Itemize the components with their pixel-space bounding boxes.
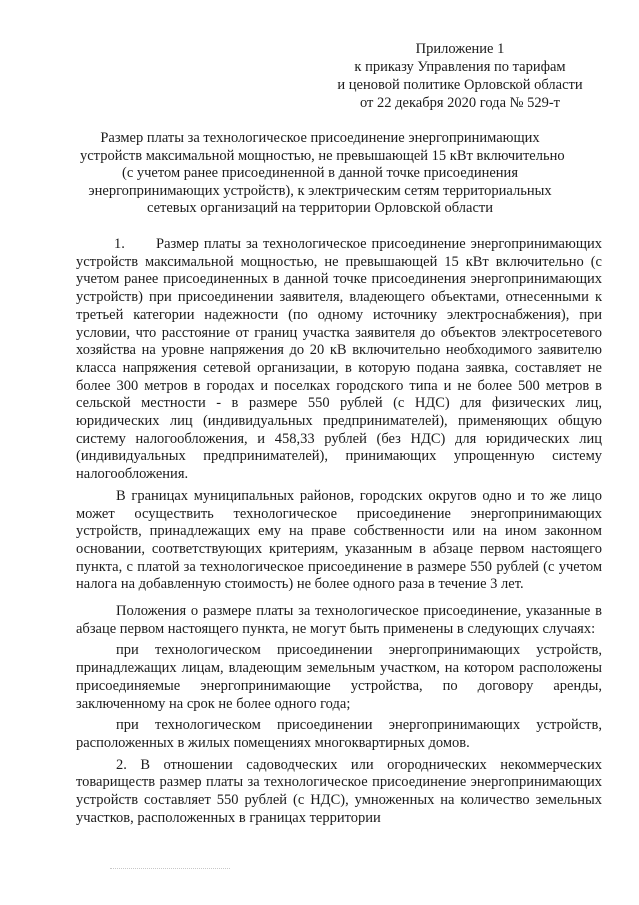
title-line-5: сетевых организаций на территории Орловской области xyxy=(146,200,494,217)
document-body xyxy=(76,236,602,828)
document-title xyxy=(80,130,565,218)
appendix-line-3: и ценовой политике Орловской области xyxy=(337,77,583,93)
paragraph-2: В границах муниципальных районов, городских округов одно и то же лицо может осуществить технологическое присоединение энергопринимающих устройств, принадлежащих ему на праве собственности или на ином законном основании, соответствующих критериям, указанным в абзаце первом настоящего пункта, с платой за технологическое присоединение в размере 550 рублей (с учетом налога на добавленную стоимость) не более одного раза в течение 3 лет. xyxy=(76,487,602,593)
title-line-1: Размер платы за технологическое присоединение энергопринимающих xyxy=(100,130,540,146)
paragraph-1 xyxy=(76,236,602,484)
title-line-3: (с учетом ранее присоединенной в данной точке присоединения xyxy=(122,165,518,182)
paragraph-6: 2. В отношении садоводческих или огороднических некоммерческих товариществ размер платы за технологическое присоединение энергопринимающих устройств составляет 550 рублей (с НДС), умноженных на количество земельных участков, расположенных в границах территории xyxy=(76,756,602,826)
paragraph-5: при технологическом присоединении энергопринимающих устройств, расположенных в жилых помещениях многоквартирных домов. xyxy=(76,717,602,751)
title-line-2: устройств максимальной мощностью, не превышающей 15 кВт включительно xyxy=(80,147,565,164)
scan-artifact xyxy=(110,868,230,873)
appendix-header xyxy=(330,40,590,112)
paragraph-1-number: 1. xyxy=(114,236,125,252)
title-line-4: энергопринимающих устройств), к электрическим сетям территориальных xyxy=(88,182,552,199)
paragraph-1-text: Размер платы за технологическое присоединение энергопринимающих устройств максимальной мощностью, не превышающей 15 кВт включительно (с учетом ранее присоединенных в данной точке присоединения энергопринимающих устройств) при присоединении заявителя, владеющего объектами, отнесенными к третьей категории надежности (по одному источнику электроснабжения), при условии, что расстояние от границ участка заявителя до объектов электросетевого хозяйства на уровне напряжения до 20 кВ включительно необходимого заявителю класса напряжения сетевой организации, в которую подана заявка, составляет не более 300 метров в городах и поселках городского типа и не более 500 метров в сельской местности - в размере 550 рублей (с НДС) для физических лиц, юридических лиц (индивидуальных предпринимателей), применяющих общую систему налогообложения, и 458,33 рублей (без НДС) для юридических лиц (индивидуальных предпринимателей), принимающих упрощенную систему налогообложения. xyxy=(76,236,602,483)
appendix-line-1: Приложение 1 xyxy=(415,41,505,57)
paragraph-4: при технологическом присоединении энергопринимающих устройств, принадлежащих лицам, владеющим земельным участком, на котором расположены присоединяемые энергопринимающие устройства, по договору аренды, заключенному на срок не более одного года; xyxy=(76,642,602,712)
paragraph-3: Положения о размере платы за технологическое присоединение, указанные в абзаце первом настоящего пункта, не могут быть применены в следующих случаях: xyxy=(76,603,602,637)
appendix-line-4: от 22 декабря 2020 года № 529-т xyxy=(360,95,560,111)
appendix-line-2: к приказу Управления по тарифам xyxy=(354,59,566,75)
